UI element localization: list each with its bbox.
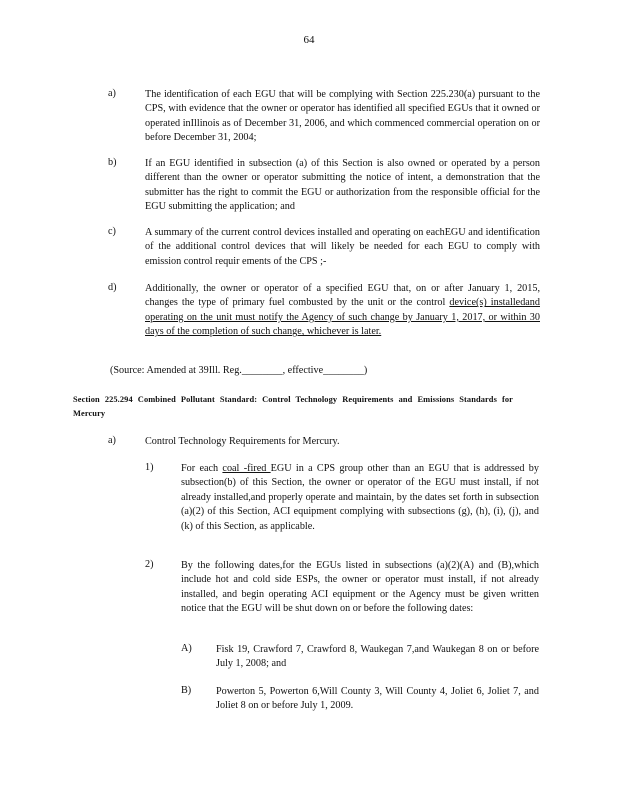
item-d-underlined-text: device(s) installedand operating on the unit must notify the Agency of such change by January 1, 2017, or within 30 days of the completion of such change, whichever is later. [145,297,540,338]
sub-B-marker: B) [181,685,192,696]
sub-B-text: Powerton 5, Powerton 6,Will County 3, Will County 4, Joliet 6, Joliet 7, and Joliet 8 on or before July 1, 2009. [216,686,539,712]
item-c-text: A summary of the current control devices installed and operating on eachEGU and identification of the additional control devices that will likely be needed for each EGU to comply with emission control requir ements of the CPS ;- [145,227,540,267]
source-note: (Source: Amended at 39Ill. Reg.________, effective________) [110,365,368,376]
section-heading: Section 225.294 Combined Pollutant Standard: Control Technology Requirements and Emissions Standards for Mercury [73,395,513,418]
sub-2-text: By the following dates,for the EGUs listed in subsections (a)(2)(A) and (B),which include hot and cold side ESPs, the owner or operator must install, if not already installed, and begin operating ACI equipment or the Agency must be given written notice that the EGU will be shut down on or before the following dates: [181,560,539,615]
item-d-text [145,282,540,340]
sub-a-text: Control Technology Requirements for Mercury. [145,436,340,447]
item-a-marker: a) [108,88,116,99]
sub-a-marker: a) [108,435,116,446]
sub-2-marker: 2) [145,559,154,570]
sub-1-marker: 1) [145,462,154,473]
item-b-marker: b) [108,157,117,168]
sub-A-text: Fisk 19, Crawford 7, Crawford 8, Waukegan 7,and Waukegan 8 on or before July 1, 2008; and [216,644,539,670]
item-d-plain-text: Additionally, the owner or operator of a specified EGU that, on or after January 1, 2015, changes the type of primary fuel combusted by the unit or the control [145,283,540,309]
sub-1-text [181,462,539,534]
sub-1-text-before: For each [181,463,223,474]
item-b-text: If an EGU identified in subsection (a) of this Section is also owned or operated by a person different than the owner or operator submitting the notice of intent, a demonstration that the submitter has the right to commit the EGU or authorization from the responsible official for the EGU submitting the application; and [145,158,540,213]
page-number: 64 [303,34,315,46]
item-c-marker: c) [108,226,116,237]
item-d-marker: d) [108,282,117,293]
sub-1-underlined-text: coal -fired [222,463,271,474]
item-a-text: The identification of each EGU that will be complying with Section 225.230(a) pursuant to the CPS, with evidence that the owner or operator has identified all specified EGUs that it owned or operated inIllinois as of December 31, 2006, and which commenced commercial operation on or before December 31, 2004; [145,89,540,144]
sub-1-text-after: EGU in a CPS group other than an EGU that is addressed by subsection(b) of this Section, the owner or operator of the EGU must install, if not already installed,and properly operate and maintain, by the dates set forth in subsection (a)(2) of this Section, ACI equipment complying with subsections (g), (h), (i), (j), and (k) of this Section, as applicable. [181,463,539,532]
sub-A-marker: A) [181,643,192,654]
